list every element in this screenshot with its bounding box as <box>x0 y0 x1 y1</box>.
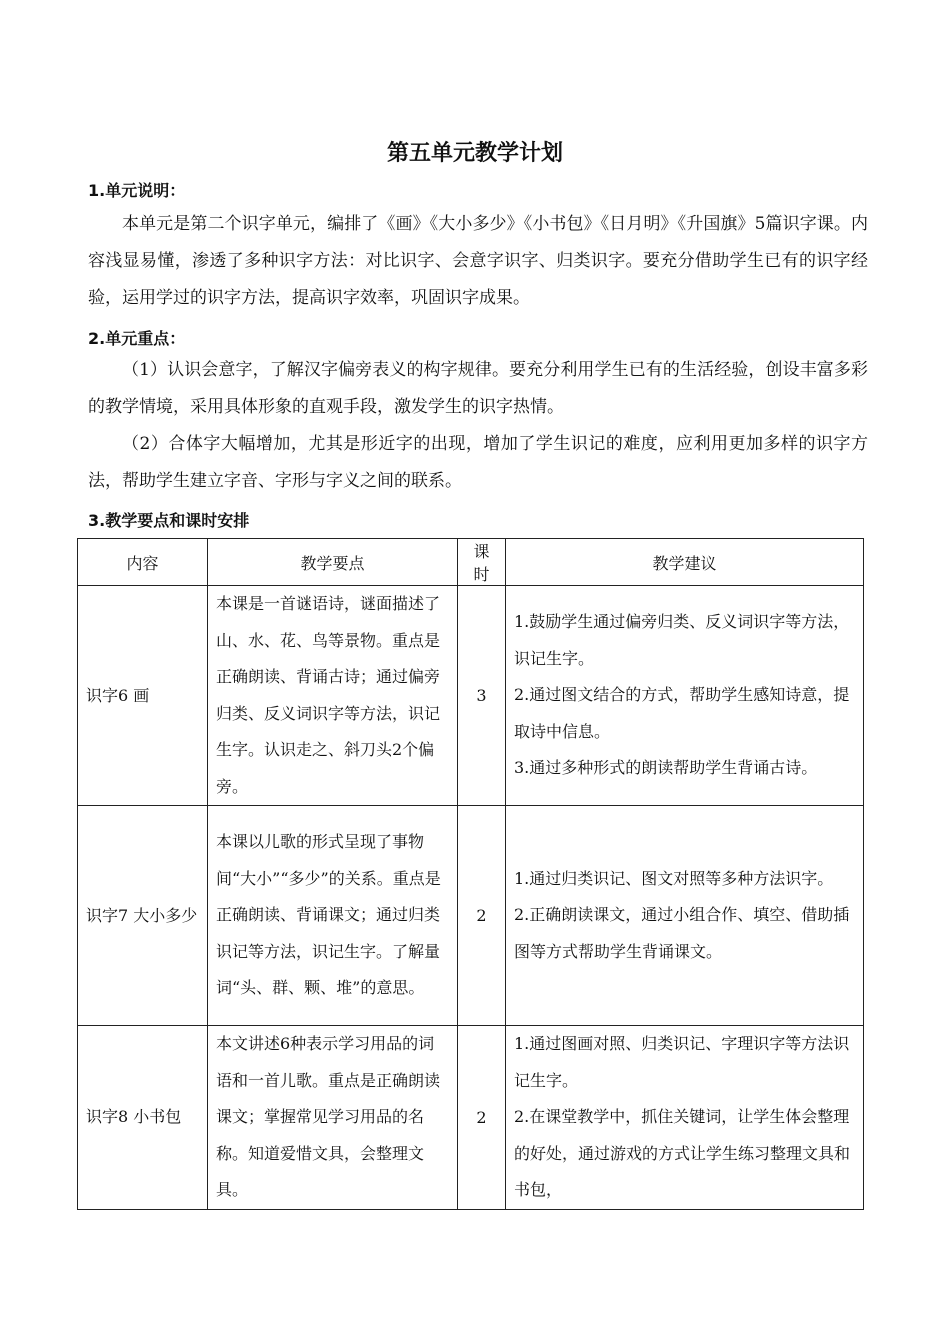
teaching-plan-table <box>77 538 864 1210</box>
row-hours: 3 <box>458 586 506 806</box>
table-row <box>78 1026 864 1210</box>
column-header-hours: 课时 <box>458 539 506 586</box>
column-header-suggestions: 教学建议 <box>506 539 864 586</box>
suggestion-item: 1.通过归类识记、图文对照等多种方法识字。 <box>514 868 834 888</box>
section-heading-unit-description: 1.单元说明： <box>88 181 186 200</box>
page-title: 第五单元教学计划 <box>386 141 563 166</box>
suggestion-item: 1.鼓励学生通过偏旁归类、反义词识字等方法，识记生字。 <box>514 612 850 668</box>
section-heading-teaching-plan: 3.教学要点和课时安排 <box>88 511 250 530</box>
row-key-points: 本文讲述6种表示学习用品的词语和一首儿歌。重点是正确朗读课文；掌握常见学习用品的名称。知道爱惜文具，会整理文具。 <box>208 1026 458 1210</box>
suggestion-item: 3.通过多种形式的朗读帮助学生背诵古诗。 <box>514 758 818 778</box>
column-header-key-points: 教学要点 <box>208 539 458 586</box>
suggestion-item: 2.正确朗读课文，通过小组合作、填空、借助插图等方式帮助学生背诵课文。 <box>514 905 850 961</box>
suggestion-item: 1.通过图画对照、归类识记、字理识字等方法识记生字。 <box>514 1034 850 1090</box>
table-row <box>78 806 864 1026</box>
suggestion-item: 2.通过图文结合的方式，帮助学生感知诗意，提取诗中信息。 <box>514 685 850 741</box>
row-hours: 2 <box>458 1026 506 1210</box>
row-hours: 2 <box>458 806 506 1026</box>
unit-focus-point-2: （2）合体字大幅增加，尤其是形近字的出现，增加了学生识记的难度，应利用更加多样的识字方法，帮助学生建立字音、字形与字义之间的联系。 <box>88 434 868 491</box>
row-content: 识字6 画 <box>78 586 208 806</box>
unit-focus-point-1: （1）认识会意字，了解汉字偏旁表义的构字规律。要充分利用学生已有的生活经验，创设丰富多彩的教学情境，采用具体形象的直观手段，激发学生的识字热情。 <box>88 360 868 417</box>
suggestion-item: 2.在课堂教学中，抓住关键词，让学生体会整理的好处，通过游戏的方式让学生练习整理文具和书包， <box>514 1107 851 1199</box>
row-suggestions <box>506 1026 864 1210</box>
column-header-content: 内容 <box>78 539 208 586</box>
row-key-points: 本课是一首谜语诗，谜面描述了山、水、花、鸟等景物。重点是正确朗读、背诵古诗；通过偏旁归类、反义词识字等方法，识记生字。认识走之、斜刀头2个偏旁。 <box>208 586 458 806</box>
row-key-points: 本课以儿歌的形式呈现了事物间“大小”“多少”的关系。重点是正确朗读、背诵课文；通过归类识记等方法，识记生字。了解量词“头、群、颗、堆”的意思。 <box>208 806 458 1026</box>
row-suggestions <box>506 586 864 806</box>
unit-description-paragraph: 本单元是第二个识字单元，编排了《画》《大小多少》《小书包》《日月明》《升国旗》5篇识字课。内容浅显易懂，渗透了多种识字方法：对比识字、会意字识字、归类识字。要充分借助学生已有的识字经验，运用学过的识字方法，提高识字效率，巩固识字成果。 <box>88 214 868 308</box>
table-header-row <box>78 539 864 586</box>
section-heading-unit-focus: 2.单元重点： <box>88 329 186 348</box>
table-row <box>78 586 864 806</box>
row-content: 识字7 大小多少 <box>78 806 208 1026</box>
row-content: 识字8 小书包 <box>78 1026 208 1210</box>
row-suggestions <box>506 806 864 1026</box>
